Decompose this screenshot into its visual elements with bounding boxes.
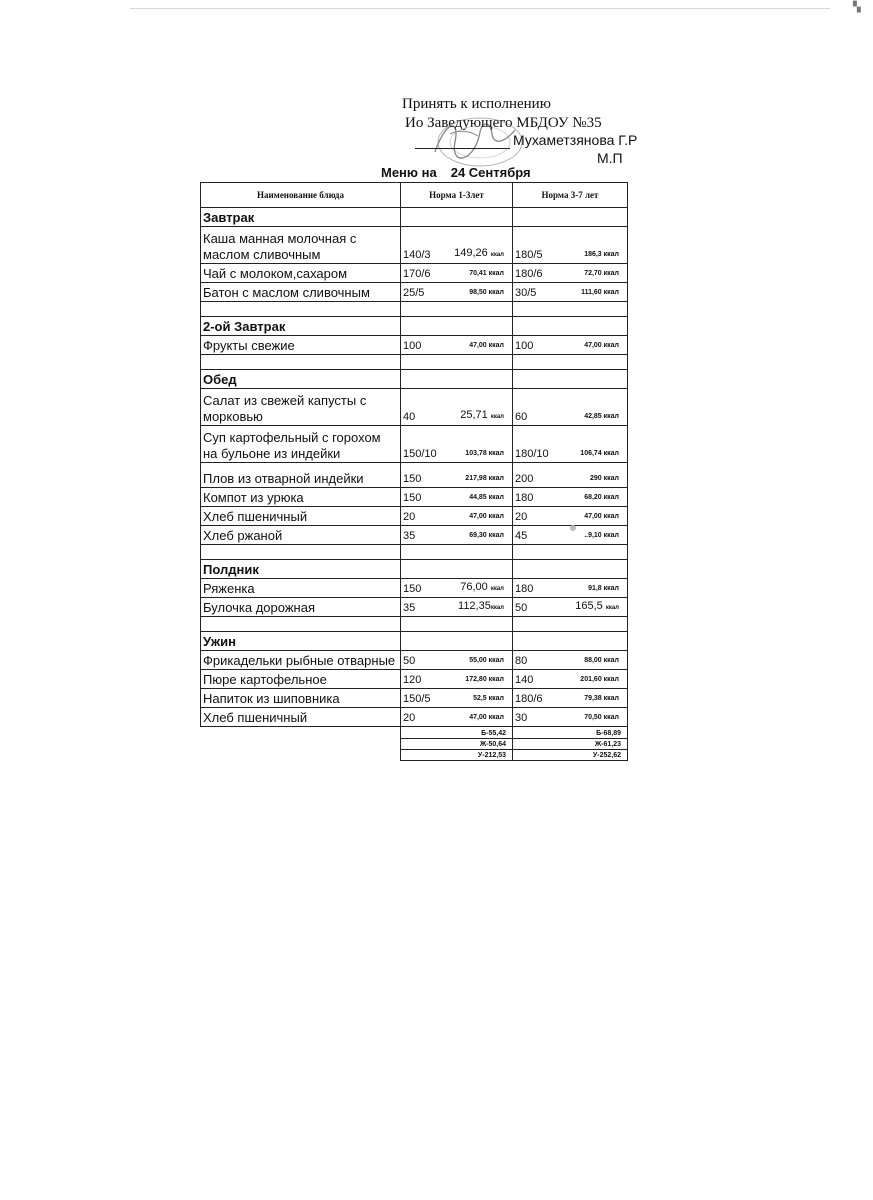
- portion: 180/5: [515, 249, 543, 261]
- cell-norm-3-7: [513, 708, 628, 727]
- calories-value: 52,5 ккал: [473, 695, 504, 702]
- calories-value: 106,74 ккал: [580, 450, 619, 457]
- column-header-dish: Наименование блюда: [201, 183, 401, 208]
- cell-content: [403, 266, 510, 282]
- spacer-row: [201, 302, 628, 317]
- cell-content: [403, 338, 510, 354]
- portion: 30/5: [515, 287, 537, 299]
- stamp-place-label: М.П: [597, 150, 623, 166]
- cell-norm-1-3: [401, 598, 513, 617]
- dish-name: Напиток из шиповника: [201, 689, 401, 708]
- total-norm-3-7: У-252,62: [513, 749, 628, 760]
- totals-row: [201, 738, 628, 749]
- portion: 180/6: [515, 268, 543, 280]
- calories: [584, 509, 625, 525]
- calories-unit: ккал: [490, 414, 504, 420]
- total-norm-3-7: Ж-61,23: [513, 738, 628, 749]
- calories-value: 79,38 ккал: [584, 695, 619, 702]
- cell-norm-3-7: [513, 598, 628, 617]
- spacer-row: [201, 545, 628, 560]
- cell-content: [515, 528, 625, 544]
- cell-norm-3-7: [513, 426, 628, 463]
- calories-value: 91,8 ккал: [588, 585, 619, 592]
- cell-norm-3-7: [513, 227, 628, 264]
- cell-content: [403, 528, 510, 544]
- cell-norm-1-3: [401, 264, 513, 283]
- calories: [584, 409, 625, 425]
- dish-name: Ряженка: [201, 579, 401, 598]
- calories-value: 111,60 ккал: [581, 289, 619, 296]
- cell-content: [403, 579, 510, 597]
- portion: 20: [515, 511, 528, 523]
- portion: 20: [403, 712, 416, 724]
- calories-value: 165,5: [575, 600, 603, 612]
- cell-content: [515, 285, 625, 301]
- cell-norm-1-3: [401, 227, 513, 264]
- cell-content: [515, 409, 625, 425]
- section-row: [201, 208, 628, 227]
- portion: 150/5: [403, 693, 431, 705]
- portion: 170/6: [403, 268, 431, 280]
- calories-value: 47,00 ккал: [584, 342, 619, 349]
- cell-content: [515, 446, 625, 462]
- cell-content: [403, 407, 510, 425]
- spacer-row: [201, 355, 628, 370]
- approval-line-1: Принять к исполнению: [402, 96, 551, 112]
- portion: 35: [403, 530, 416, 542]
- calories-unit: ккал: [605, 605, 619, 611]
- portion: 150: [403, 583, 422, 595]
- calories-value: 149,26: [454, 247, 488, 259]
- cell-content: [403, 598, 510, 616]
- menu-title: [381, 165, 531, 180]
- table-row: [201, 598, 628, 617]
- dish-name: Салат из свежей капусты с морковью: [201, 389, 401, 426]
- cell-content: [515, 581, 625, 597]
- section-name: Ужин: [201, 632, 401, 651]
- calories: [584, 691, 625, 707]
- cell-content: [515, 672, 625, 688]
- calories-value: 47,00 ккал: [469, 714, 504, 721]
- cell-content: [515, 710, 625, 726]
- cell-content: [515, 490, 625, 506]
- total-norm-1-3: Ж-50,64: [401, 738, 513, 749]
- totals-row: [201, 727, 628, 739]
- cell-norm-1-3: [401, 336, 513, 355]
- calories-unit: ккал: [490, 586, 504, 592]
- director-name: Мухаметзянова Г.Р: [513, 132, 638, 148]
- calories-value: 217,98 ккал: [465, 475, 504, 482]
- table-row: [201, 670, 628, 689]
- cell-norm-1-3: [401, 670, 513, 689]
- calories: [584, 266, 625, 282]
- calories-value: 42,85 ккал: [584, 413, 619, 420]
- cell-content: [403, 285, 510, 301]
- calories: [465, 471, 510, 487]
- cell-content: [403, 710, 510, 726]
- calories: [469, 266, 510, 282]
- calories-value: 70,41 ккал: [469, 270, 504, 277]
- table-row: [201, 579, 628, 598]
- table-row: [201, 507, 628, 526]
- calories-value: 186,3 ккал: [584, 251, 619, 258]
- dish-name: Пюре картофельное: [201, 670, 401, 689]
- portion: 180: [515, 492, 534, 504]
- table-row: [201, 689, 628, 708]
- portion: 50: [403, 655, 416, 667]
- cell-content: [403, 490, 510, 506]
- portion: 120: [403, 674, 422, 686]
- table-header-row: [201, 183, 628, 208]
- cell-norm-3-7: [513, 579, 628, 598]
- cell-norm-1-3: [401, 708, 513, 727]
- cell-norm-3-7: [513, 264, 628, 283]
- dish-name: Фрикадельки рыбные отварные: [201, 651, 401, 670]
- cell-norm-3-7: [513, 670, 628, 689]
- total-norm-1-3: У-212,53: [401, 749, 513, 760]
- cell-norm-1-3: [401, 426, 513, 463]
- calories-value: 103,78 ккал: [465, 450, 504, 457]
- section-name: Полдник: [201, 560, 401, 579]
- calories: [469, 338, 510, 354]
- calories: [460, 407, 510, 425]
- portion: 150: [403, 492, 422, 504]
- dish-name: Фрукты свежие: [201, 336, 401, 355]
- menu-date: 24 Сентября: [450, 165, 531, 180]
- portion: 50: [515, 602, 528, 614]
- cell-norm-3-7: [513, 463, 628, 488]
- calories: [469, 710, 510, 726]
- portion: 80: [515, 655, 528, 667]
- calories: [584, 338, 625, 354]
- table-row: [201, 651, 628, 670]
- cell-norm-3-7: [513, 651, 628, 670]
- dish-name: Хлеб ржаной: [201, 526, 401, 545]
- cell-content: [403, 509, 510, 525]
- table-row: [201, 463, 628, 488]
- cell-content: [515, 338, 625, 354]
- calories-value: 47,00 ккал: [469, 342, 504, 349]
- menu-title-label: Меню на: [381, 165, 437, 180]
- portion: 20: [403, 511, 416, 523]
- dish-name: Компот из урюка: [201, 488, 401, 507]
- spacer-row: [201, 617, 628, 632]
- calories-value: 47,00 ккал: [469, 513, 504, 520]
- dish-name: Хлеб пшеничный: [201, 507, 401, 526]
- calories-value: 70,50 ккал: [584, 714, 619, 721]
- portion: 30: [515, 712, 528, 724]
- calories-value: 25,71: [460, 409, 488, 421]
- table-row: [201, 264, 628, 283]
- calories-value: 201,60 ккал: [580, 676, 619, 683]
- cell-content: [403, 245, 510, 263]
- table-row: [201, 708, 628, 727]
- cell-norm-1-3: [401, 463, 513, 488]
- cell-content: [403, 471, 510, 487]
- table-row: [201, 283, 628, 302]
- cell-content: [515, 266, 625, 282]
- section-name: 2-ой Завтрак: [201, 317, 401, 336]
- portion: 45: [515, 530, 528, 542]
- cell-content: [515, 509, 625, 525]
- calories: [581, 285, 625, 301]
- calories: [469, 285, 510, 301]
- calories: [580, 672, 625, 688]
- cell-norm-3-7: [513, 488, 628, 507]
- section-name: Обед: [201, 370, 401, 389]
- table-row: [201, 526, 628, 545]
- cell-norm-1-3: [401, 579, 513, 598]
- calories-value: 69,30 ккал: [469, 532, 504, 539]
- calories-value: 47,00 ккал: [584, 513, 619, 520]
- dish-name: Хлеб пшеничный: [201, 708, 401, 727]
- calories-value: 76,00: [460, 581, 488, 593]
- scan-edge-line: [130, 8, 830, 9]
- calories: [584, 247, 625, 263]
- portion: 200: [515, 473, 534, 485]
- cell-content: [403, 691, 510, 707]
- cell-norm-1-3: [401, 651, 513, 670]
- calories: [469, 653, 510, 669]
- table-row: [201, 336, 628, 355]
- calories-unit: ккал: [490, 252, 504, 258]
- dish-name: Булочка дорожная: [201, 598, 401, 617]
- cell-content: [515, 653, 625, 669]
- cell-norm-1-3: [401, 389, 513, 426]
- calories-value: 88,00 ккал: [584, 657, 619, 664]
- portion: 60: [515, 411, 528, 423]
- signature-line: [415, 148, 510, 149]
- cell-norm-3-7: [513, 507, 628, 526]
- cell-content: [515, 598, 625, 616]
- dish-name: Суп картофельный с горохом на бульоне из индейки: [201, 426, 401, 463]
- calories: [460, 579, 510, 597]
- table-row: [201, 488, 628, 507]
- calories-unit: ккал: [490, 605, 504, 611]
- menu-table: [200, 182, 628, 761]
- calories: [473, 691, 510, 707]
- total-norm-3-7: Б-68,89: [513, 727, 628, 739]
- calories-value: 44,85 ккал: [469, 494, 504, 501]
- calories-value: 68,20 ккал: [584, 494, 619, 501]
- calories: [469, 490, 510, 506]
- calories: [584, 710, 625, 726]
- cell-norm-1-3: [401, 526, 513, 545]
- section-row: [201, 370, 628, 389]
- calories-value: ..9,10 ккал: [584, 532, 619, 539]
- column-header-norm-1-3: Норма 1-3лет: [401, 183, 513, 208]
- dish-name: Чай с молоком,сахаром: [201, 264, 401, 283]
- portion: 150: [403, 473, 422, 485]
- cell-content: [403, 653, 510, 669]
- cell-content: [515, 247, 625, 263]
- calories: [575, 598, 625, 616]
- calories: [584, 528, 625, 544]
- cell-norm-1-3: [401, 507, 513, 526]
- calories: [590, 471, 625, 487]
- portion: 180/10: [515, 448, 549, 460]
- dish-name: Батон с маслом сливочным: [201, 283, 401, 302]
- table-row: [201, 426, 628, 463]
- menu-table-body: [201, 183, 628, 761]
- dish-name: Каша манная молочная с маслом сливочным: [201, 227, 401, 264]
- section-row: [201, 317, 628, 336]
- portion: 100: [515, 340, 534, 352]
- calories-value: 98,50 ккал: [469, 289, 504, 296]
- portion: 40: [403, 411, 416, 423]
- dish-name: Плов из отварной индейки: [201, 463, 401, 488]
- portion: 100: [403, 340, 422, 352]
- cell-norm-1-3: [401, 689, 513, 708]
- cell-content: [515, 691, 625, 707]
- cell-norm-3-7: [513, 389, 628, 426]
- calories: [584, 653, 625, 669]
- cell-norm-3-7: [513, 689, 628, 708]
- calories-value: 72,70 ккал: [584, 270, 619, 277]
- scan-speck: [570, 525, 576, 531]
- calories: [588, 581, 625, 597]
- calories-value: 112,35: [458, 600, 491, 612]
- cell-norm-1-3: [401, 488, 513, 507]
- calories: [465, 446, 510, 462]
- corner-mark: ▚: [853, 2, 861, 13]
- calories: [580, 446, 625, 462]
- cell-norm-1-3: [401, 283, 513, 302]
- portion: 140/3: [403, 249, 431, 261]
- cell-norm-3-7: [513, 283, 628, 302]
- section-row: [201, 632, 628, 651]
- portion: 150/10: [403, 448, 437, 460]
- section-name: Завтрак: [201, 208, 401, 227]
- approval-line-2: Ио Заведующего МБДОУ №35: [405, 115, 602, 131]
- totals-row: [201, 749, 628, 760]
- portion: 180/6: [515, 693, 543, 705]
- calories: [469, 509, 510, 525]
- calories: [458, 598, 510, 616]
- table-row: [201, 227, 628, 264]
- calories-value: 172,80 ккал: [465, 676, 504, 683]
- column-header-norm-3-7: Норма 3-7 лет: [513, 183, 628, 208]
- calories: [469, 528, 510, 544]
- calories-value: 55,00 ккал: [469, 657, 504, 664]
- cell-content: [403, 446, 510, 462]
- portion: 140: [515, 674, 534, 686]
- calories: [465, 672, 510, 688]
- total-norm-1-3: Б-55,42: [401, 727, 513, 739]
- table-row: [201, 389, 628, 426]
- portion: 180: [515, 583, 534, 595]
- section-row: [201, 560, 628, 579]
- cell-content: [403, 672, 510, 688]
- cell-content: [515, 471, 625, 487]
- calories-value: 290 ккал: [590, 475, 619, 482]
- cell-norm-3-7: [513, 336, 628, 355]
- portion: 35: [403, 602, 416, 614]
- portion: 25/5: [403, 287, 425, 299]
- calories: [584, 490, 625, 506]
- calories: [454, 245, 510, 263]
